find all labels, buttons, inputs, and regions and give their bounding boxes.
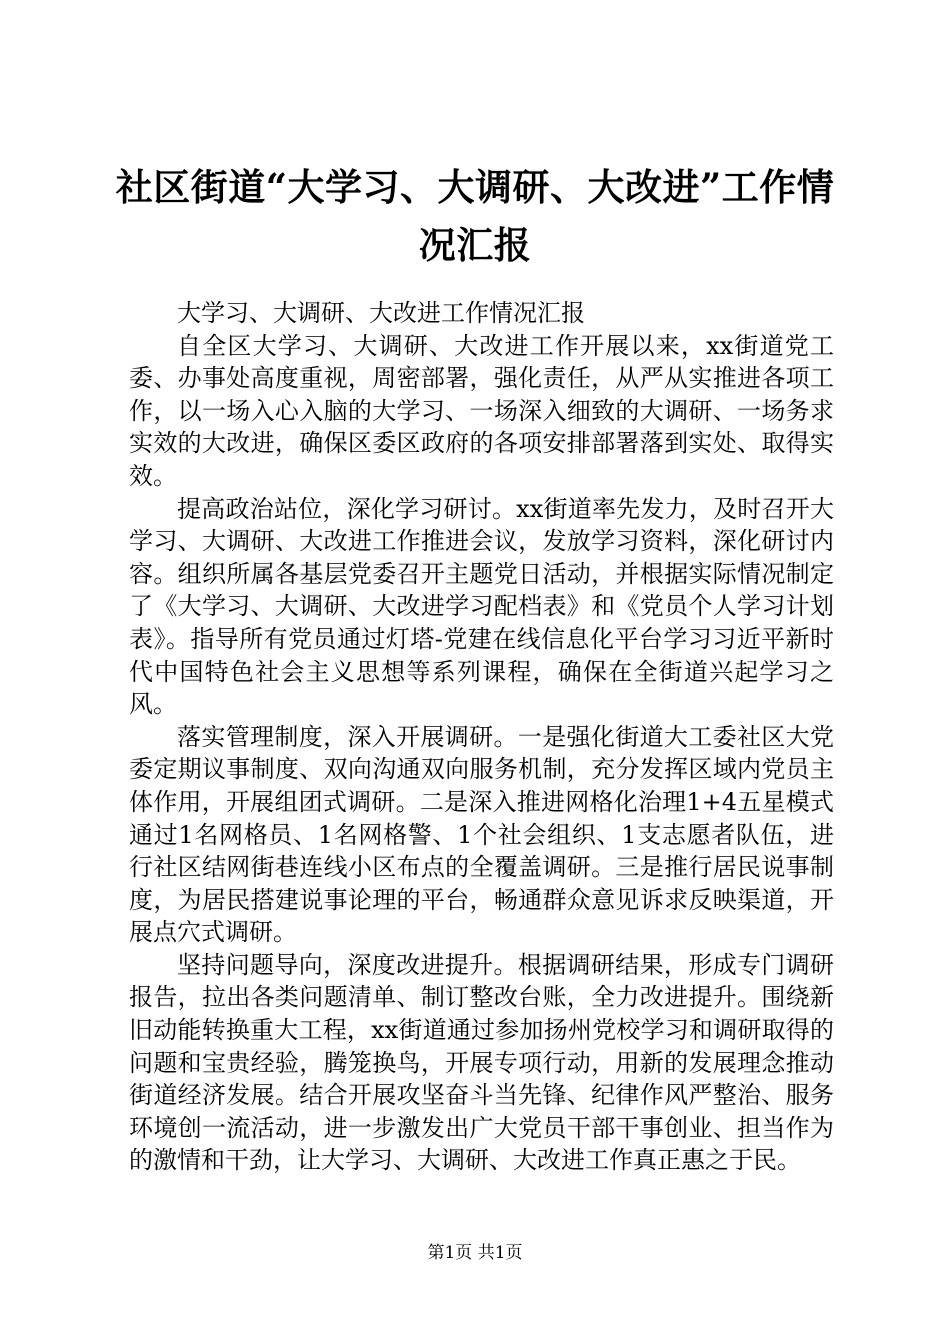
paragraph-subtitle: 大学习、大调研、大改进工作情况汇报 xyxy=(177,299,585,327)
document-title: 社区街道“大学习、大调研、大改进”工作情况汇报 xyxy=(115,165,835,267)
paragraph-improvement: 坚持问题导向，深度改进提升。根据调研结果，形成专门调研报告，拉出各类问题清单、制订整改台账，全力改进提升。围绕新旧动能转换重大工程，xx街道通过参加扬州党校学习和调研取得的问题和宝贵经验，腾笼换鸟，开展专项行动，用新的发展理念推动街道经济发展。结合开展攻坚奋斗当先锋、纪律作风严整治、服务环境创一流活动，进一步激发出广大党员干部干事创业、担当作为的激情和干劲，让大学习、大调研、大改进工作真正惠之于民。 xyxy=(129,950,834,1175)
paragraph-research: 落实管理制度，深入开展调研。一是强化街道大工委社区大党委定期议事制度、双向沟通双向服务机制，充分发挥区域内党员主体作用，开展组团式调研。二是深入推进网格化治理1+4五星模式通过1名网格员、1名网格警、1个社会组织、1支志愿者队伍，进行社区结网街巷连线小区布点的全覆盖调研。三是推行居民说事制度，为居民搭建说事论理的平台，畅通群众意见诉求反映渠道，开展点穴式调研。 xyxy=(129,722,834,947)
page-footer: 第1页 共1页 xyxy=(427,1243,523,1263)
paragraph-study: 提高政治站位，深化学习研讨。xx街道率先发力，及时召开大学习、大调研、大改进工作推进会议，发放学习资料，深化研讨内容。组织所属各基层党委召开主题党日活动，并根据实际情况制定了《大学习、大调研、大改进学习配档表》和《党员个人学习计划表》。指导所有党员通过灯塔-党建在线信息化平台学习习近平新时代中国特色社会主义思想等系列课程，确保在全街道兴起学习之风。 xyxy=(129,494,834,719)
document-body xyxy=(129,297,834,1177)
paragraph-intro: 自全区大学习、大调研、大改进工作开展以来，xx街道党工委、办事处高度重视，周密部署，强化责任，从严从实推进各项工作，以一场入心入脑的大学习、一场深入细致的大调研、一场务求实效的大改进，确保区委区政府的各项安排部署落到实处、取得实效。 xyxy=(129,331,834,490)
